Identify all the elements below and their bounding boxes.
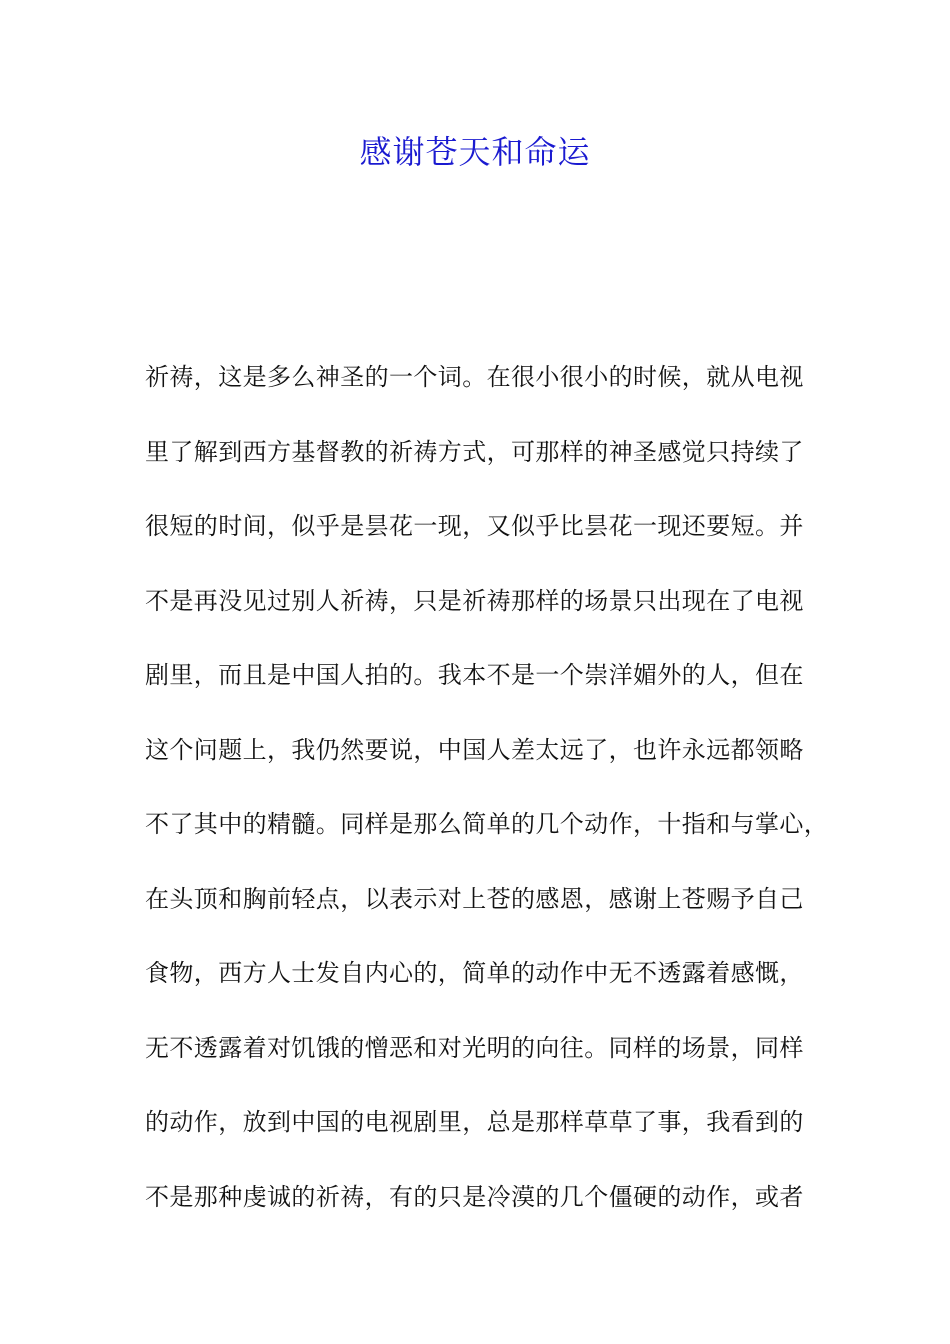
body-line: 祈祷，这是多么神圣的一个词。在很小很小的时候，就从电视 <box>145 363 804 391</box>
document-title: 感谢苍天和命运 <box>359 133 591 171</box>
body-line: 不是再没见过别人祈祷，只是祈祷那样的场景只出现在了电视 <box>145 586 804 615</box>
body-line: 剧里，而且是中国人拍的。我本不是一个崇洋媚外的人，但在 <box>145 661 804 689</box>
body-line: 不了其中的精髓。同样是那么简单的几个动作，十指和与掌心， <box>145 810 829 838</box>
body-line: 在头顶和胸前轻点，以表示对上苍的感恩，感谢上苍赐予自己 <box>145 884 804 913</box>
body-line: 里了解到西方基督教的祈祷方式，可那样的神圣感觉只持续了 <box>145 437 804 466</box>
body-line: 无不透露着对饥饿的憎恶和对光明的向往。同样的场景，同样 <box>145 1033 804 1062</box>
body-line: 不是那种虔诚的祈祷，有的只是冷漠的几个僵硬的动作，或者 <box>145 1182 804 1211</box>
body-line: 这个问题上，我仍然要说，中国人差太远了，也许永远都领略 <box>145 735 804 764</box>
body-line: 的动作，放到中国的电视剧里，总是那样草草了事，我看到的 <box>145 1108 804 1136</box>
body-line: 食物，西方人士发自内心的，简单的动作中无不透露着感慨， <box>145 959 804 987</box>
body-line: 很短的时间，似乎是昙花一现，又似乎比昙花一现还要短。并 <box>145 512 804 540</box>
document-body <box>145 340 835 1234</box>
